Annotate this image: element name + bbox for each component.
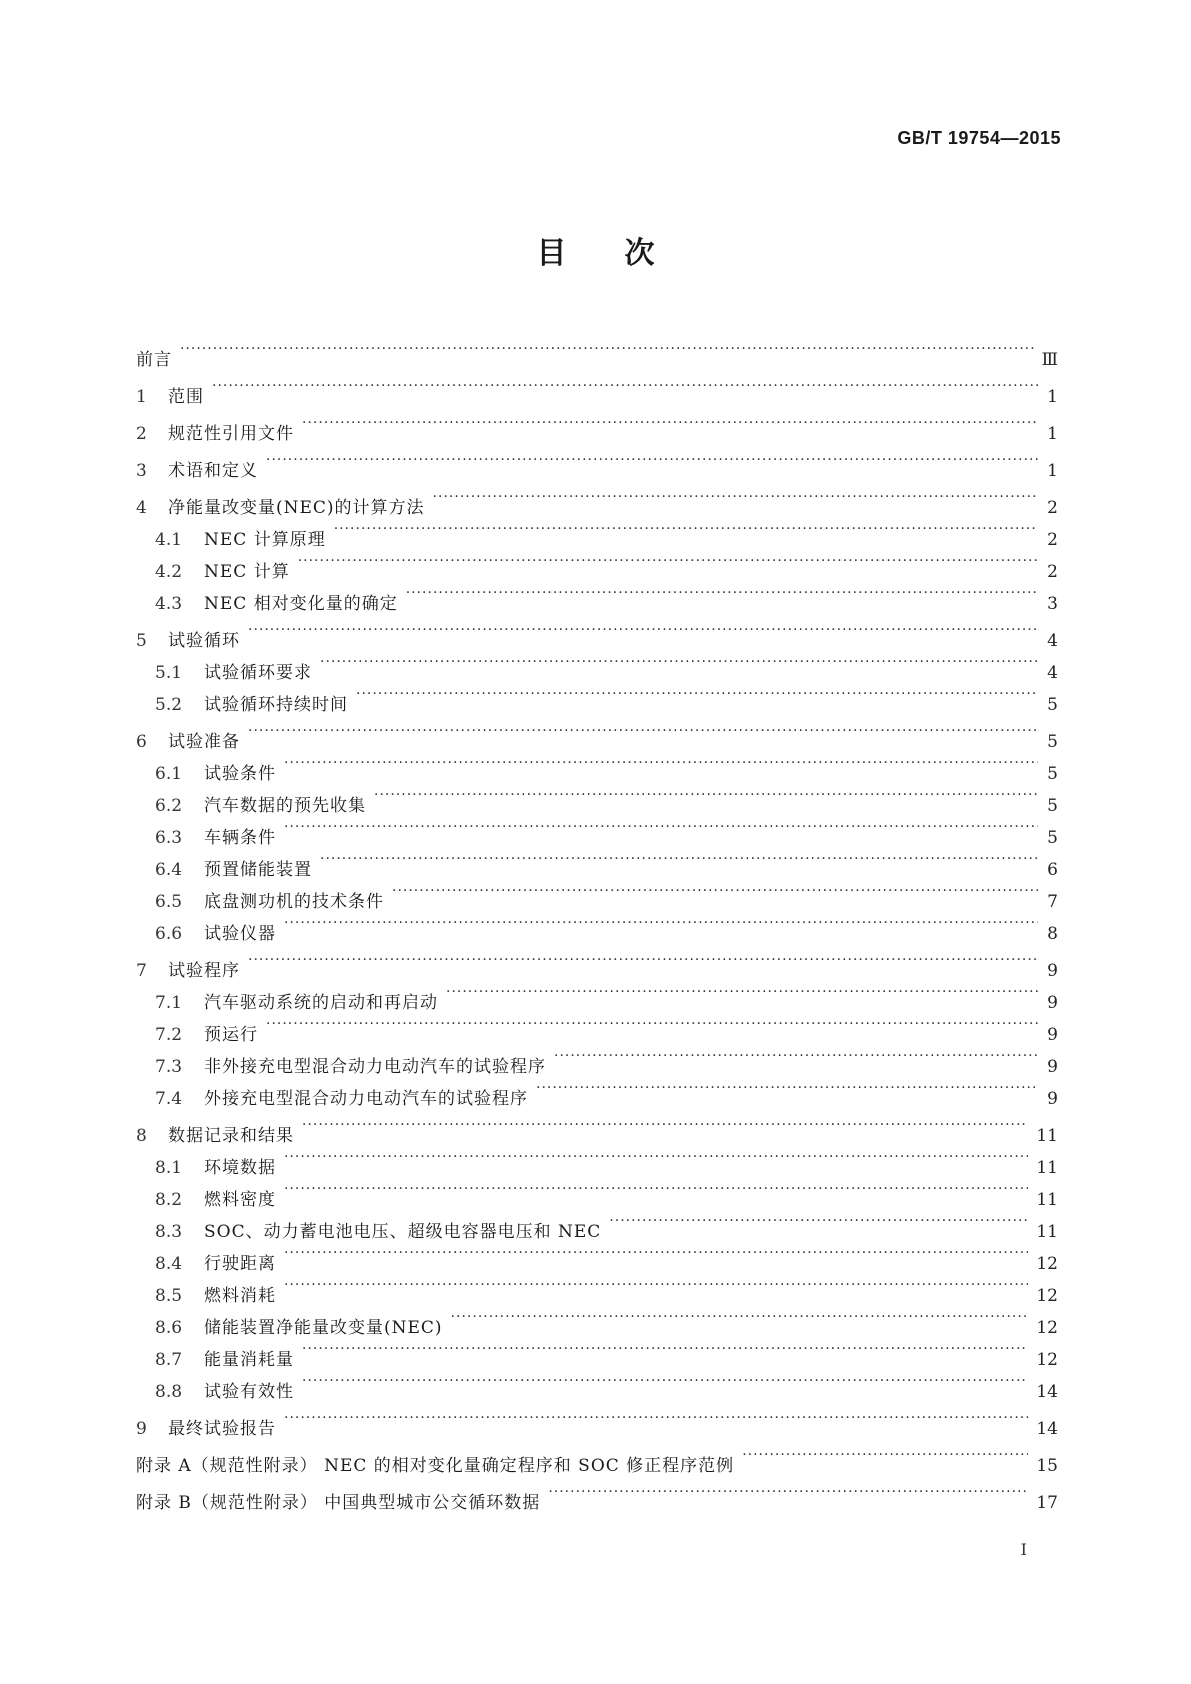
toc-entry-label: 试验循环要求 bbox=[204, 663, 312, 683]
toc-entry-number: 4.3 bbox=[155, 594, 183, 614]
toc-leader-dots bbox=[248, 944, 1038, 976]
toc-leader-dots bbox=[284, 747, 1038, 779]
toc-entry[interactable] bbox=[136, 545, 1058, 582]
toc-entry-page: 12 bbox=[1036, 1350, 1058, 1370]
toc-entry-page: 9 bbox=[1047, 1089, 1058, 1109]
toc-entry-number: 5.1 bbox=[155, 663, 183, 683]
toc-leader-dots bbox=[374, 779, 1038, 811]
toc-entry[interactable] bbox=[136, 481, 1058, 518]
toc-entry[interactable] bbox=[136, 944, 1058, 981]
toc-entry-label: NEC 计算原理 bbox=[204, 530, 326, 550]
toc-entry-number: 6.4 bbox=[155, 860, 183, 880]
toc-entry[interactable] bbox=[136, 646, 1058, 683]
toc-entry[interactable] bbox=[136, 1040, 1058, 1077]
toc-entry-number: 9 bbox=[136, 1419, 147, 1439]
toc-entry[interactable] bbox=[136, 1269, 1058, 1306]
toc-entry-label: 预置储能装置 bbox=[204, 860, 312, 880]
toc-entry[interactable] bbox=[136, 976, 1058, 1013]
table-of-contents bbox=[136, 333, 1058, 1513]
toc-entry-label: 试验准备 bbox=[168, 732, 240, 752]
toc-entry-label: 能量消耗量 bbox=[204, 1350, 294, 1370]
toc-entry-number: 4 bbox=[136, 498, 147, 518]
toc-entry-label: 规范性引用文件 bbox=[168, 424, 294, 444]
toc-leader-dots bbox=[284, 1269, 1028, 1301]
toc-entry-page: 11 bbox=[1036, 1222, 1058, 1242]
page-title: 目次 bbox=[536, 236, 713, 271]
toc-entry-number: 2 bbox=[136, 424, 147, 444]
toc-leader-dots bbox=[356, 678, 1038, 710]
toc-entry-page: 2 bbox=[1047, 498, 1058, 518]
toc-entry[interactable] bbox=[136, 614, 1058, 651]
toc-leader-dots bbox=[284, 1173, 1028, 1205]
standard-code: GB/T 19754—2015 bbox=[897, 128, 1061, 148]
toc-entry[interactable] bbox=[136, 811, 1058, 848]
toc-leader-dots bbox=[284, 1141, 1028, 1173]
toc-entry-label: 试验循环持续时间 bbox=[204, 695, 348, 715]
toc-entry[interactable] bbox=[136, 1365, 1058, 1402]
toc-leader-dots bbox=[266, 1008, 1038, 1040]
toc-leader-dots bbox=[266, 444, 1038, 476]
toc-entry-page: 7 bbox=[1047, 892, 1058, 912]
toc-entry[interactable] bbox=[136, 875, 1058, 912]
toc-entry[interactable] bbox=[136, 1109, 1058, 1146]
toc-entry-number: 6 bbox=[136, 732, 147, 752]
toc-entry-label: SOC、动力蓄电池电压、超级电容器电压和 NEC bbox=[204, 1222, 602, 1242]
toc-entry-number: 8.6 bbox=[155, 1318, 183, 1338]
toc-leader-dots bbox=[248, 614, 1038, 646]
toc-leader-dots bbox=[609, 1205, 1028, 1237]
toc-entry-number: 7.3 bbox=[155, 1057, 183, 1077]
toc-entry-label: NEC 计算 bbox=[204, 562, 290, 582]
toc-leader-dots bbox=[451, 1301, 1029, 1333]
toc-entry[interactable] bbox=[136, 1205, 1058, 1242]
toc-entry-number: 8.1 bbox=[155, 1158, 183, 1178]
toc-entry-page: 8 bbox=[1047, 924, 1058, 944]
toc-entry[interactable] bbox=[136, 747, 1058, 784]
toc-entry[interactable] bbox=[136, 1476, 1058, 1513]
toc-entry-label: 预运行 bbox=[204, 1025, 258, 1045]
toc-entry-number: 8.3 bbox=[155, 1222, 183, 1242]
toc-entry-label: 试验仪器 bbox=[204, 924, 276, 944]
toc-leader-dots bbox=[248, 715, 1038, 747]
toc-entry-page: 12 bbox=[1036, 1318, 1058, 1338]
toc-entry-label: 净能量改变量(NEC)的计算方法 bbox=[168, 498, 425, 518]
toc-entry-label: 汽车数据的预先收集 bbox=[204, 796, 366, 816]
toc-entry-page: 14 bbox=[1036, 1382, 1058, 1402]
toc-entry-page: 1 bbox=[1047, 461, 1058, 481]
toc-leader-dots bbox=[548, 1476, 1028, 1508]
toc-entry[interactable] bbox=[136, 1141, 1058, 1178]
toc-entry[interactable] bbox=[136, 1008, 1058, 1045]
toc-entry[interactable] bbox=[136, 1072, 1058, 1109]
toc-entry-page: 3 bbox=[1047, 594, 1058, 614]
toc-entry-page: 5 bbox=[1047, 828, 1058, 848]
toc-entry-page: 6 bbox=[1047, 860, 1058, 880]
toc-entry-label: 最终试验报告 bbox=[168, 1419, 276, 1439]
toc-leader-dots bbox=[302, 407, 1038, 439]
toc-leader-dots bbox=[433, 481, 1038, 513]
toc-entry[interactable] bbox=[136, 444, 1058, 481]
toc-entry[interactable] bbox=[136, 1439, 1058, 1476]
toc-leader-dots bbox=[320, 646, 1038, 678]
toc-leader-dots bbox=[298, 545, 1038, 577]
toc-entry-page: 9 bbox=[1047, 961, 1058, 981]
toc-entry[interactable] bbox=[136, 407, 1058, 444]
toc-entry-page: 5 bbox=[1047, 732, 1058, 752]
toc-entry-label: 行驶距离 bbox=[204, 1254, 276, 1274]
page-number: I bbox=[1020, 1540, 1027, 1559]
toc-entry-label: 范围 bbox=[168, 387, 204, 407]
toc-leader-dots bbox=[320, 843, 1038, 875]
toc-entry[interactable] bbox=[136, 1402, 1058, 1439]
toc-entry-number: 8.8 bbox=[155, 1382, 183, 1402]
toc-entry-page: 11 bbox=[1036, 1158, 1058, 1178]
toc-entry[interactable] bbox=[136, 678, 1058, 715]
toc-entry-number: 7.1 bbox=[155, 993, 183, 1013]
toc-entry-page: 9 bbox=[1047, 1057, 1058, 1077]
toc-entry-number: 8 bbox=[136, 1126, 147, 1146]
toc-entry-label: 附录 A（规范性附录） NEC 的相对变化量确定程序和 SOC 修正程序范例 bbox=[136, 1456, 735, 1476]
toc-leader-dots bbox=[334, 513, 1038, 545]
toc-entry[interactable] bbox=[136, 513, 1058, 550]
toc-entry-number: 6.2 bbox=[155, 796, 183, 816]
toc-entry[interactable] bbox=[136, 843, 1058, 880]
toc-entry-number: 8.2 bbox=[155, 1190, 183, 1210]
toc-entry-page: 1 bbox=[1047, 424, 1058, 444]
toc-entry-page: Ⅲ bbox=[1041, 350, 1058, 370]
toc-entry-label: 试验条件 bbox=[204, 764, 276, 784]
toc-leader-dots bbox=[284, 907, 1038, 939]
toc-entry-number: 4.1 bbox=[155, 530, 183, 550]
toc-entry-number: 7.4 bbox=[155, 1089, 183, 1109]
toc-entry[interactable] bbox=[136, 715, 1058, 752]
toc-entry-page: 2 bbox=[1047, 562, 1058, 582]
toc-entry[interactable] bbox=[136, 370, 1058, 407]
toc-entry-number: 5 bbox=[136, 631, 147, 651]
toc-entry-label: 底盘测功机的技术条件 bbox=[204, 892, 384, 912]
toc-entry[interactable] bbox=[136, 577, 1058, 614]
toc-leader-dots bbox=[554, 1040, 1038, 1072]
toc-leader-dots bbox=[284, 1237, 1028, 1269]
toc-entry[interactable] bbox=[136, 779, 1058, 816]
toc-entry-number: 7 bbox=[136, 961, 147, 981]
toc-leader-dots bbox=[302, 1365, 1028, 1397]
toc-leader-dots bbox=[302, 1333, 1028, 1365]
toc-entry-number: 3 bbox=[136, 461, 147, 481]
toc-entry[interactable] bbox=[136, 907, 1058, 944]
toc-entry-number: 1 bbox=[136, 387, 147, 407]
toc-entry-number: 8.7 bbox=[155, 1350, 183, 1370]
toc-entry-page: 5 bbox=[1047, 796, 1058, 816]
toc-entry-label: 汽车驱动系统的启动和再启动 bbox=[204, 993, 438, 1013]
toc-entry-label: 储能装置净能量改变量(NEC) bbox=[204, 1318, 443, 1338]
toc-entry-label: 试验有效性 bbox=[204, 1382, 294, 1402]
toc-entry[interactable] bbox=[136, 1333, 1058, 1370]
toc-entry-number: 6.6 bbox=[155, 924, 183, 944]
toc-entry-label: 燃料消耗 bbox=[204, 1286, 276, 1306]
toc-entry-label: NEC 相对变化量的确定 bbox=[204, 594, 398, 614]
toc-entry-page: 12 bbox=[1036, 1254, 1058, 1274]
toc-leader-dots bbox=[406, 577, 1038, 609]
toc-entry-label: 外接充电型混合动力电动汽车的试验程序 bbox=[204, 1089, 528, 1109]
toc-entry-page: 15 bbox=[1036, 1456, 1058, 1476]
toc-leader-dots bbox=[284, 1402, 1028, 1434]
toc-leader-dots bbox=[446, 976, 1038, 1008]
toc-entry[interactable] bbox=[136, 1173, 1058, 1210]
toc-entry-page: 5 bbox=[1047, 695, 1058, 715]
toc-entry-number: 8.4 bbox=[155, 1254, 183, 1274]
toc-entry-page: 12 bbox=[1036, 1286, 1058, 1306]
toc-leader-dots bbox=[180, 333, 1034, 365]
toc-entry-label: 数据记录和结果 bbox=[168, 1126, 294, 1146]
toc-leader-dots bbox=[392, 875, 1038, 907]
toc-entry-page: 9 bbox=[1047, 993, 1058, 1013]
toc-entry-label: 试验循环 bbox=[168, 631, 240, 651]
toc-entry-label: 前言 bbox=[136, 350, 172, 370]
toc-entry-page: 1 bbox=[1047, 387, 1058, 407]
toc-leader-dots bbox=[284, 811, 1038, 843]
toc-entry-page: 4 bbox=[1047, 631, 1058, 651]
toc-leader-dots bbox=[742, 1439, 1028, 1471]
toc-entry-number: 8.5 bbox=[155, 1286, 183, 1306]
toc-entry-page: 2 bbox=[1047, 530, 1058, 550]
toc-entry-label: 车辆条件 bbox=[204, 828, 276, 848]
toc-entry-page: 14 bbox=[1036, 1419, 1058, 1439]
toc-entry[interactable] bbox=[136, 333, 1058, 370]
toc-entry-page: 11 bbox=[1036, 1126, 1058, 1146]
toc-entry-label: 术语和定义 bbox=[168, 461, 258, 481]
toc-entry[interactable] bbox=[136, 1301, 1058, 1338]
toc-entry[interactable] bbox=[136, 1237, 1058, 1274]
toc-leader-dots bbox=[302, 1109, 1028, 1141]
toc-entry-label: 非外接充电型混合动力电动汽车的试验程序 bbox=[204, 1057, 546, 1077]
toc-entry-page: 17 bbox=[1036, 1493, 1058, 1513]
toc-entry-label: 附录 B（规范性附录） 中国典型城市公交循环数据 bbox=[136, 1493, 541, 1513]
toc-entry-number: 5.2 bbox=[155, 695, 183, 715]
toc-entry-number: 6.3 bbox=[155, 828, 183, 848]
toc-leader-dots bbox=[212, 370, 1038, 402]
toc-entry-label: 试验程序 bbox=[168, 961, 240, 981]
toc-entry-page: 4 bbox=[1047, 663, 1058, 683]
toc-entry-label: 燃料密度 bbox=[204, 1190, 276, 1210]
toc-entry-label: 环境数据 bbox=[204, 1158, 276, 1178]
toc-entry-number: 4.2 bbox=[155, 562, 183, 582]
toc-entry-number: 6.5 bbox=[155, 892, 183, 912]
toc-entry-page: 11 bbox=[1036, 1190, 1058, 1210]
toc-leader-dots bbox=[536, 1072, 1038, 1104]
toc-entry-number: 6.1 bbox=[155, 764, 183, 784]
toc-entry-page: 9 bbox=[1047, 1025, 1058, 1045]
toc-entry-number: 7.2 bbox=[155, 1025, 183, 1045]
toc-entry-page: 5 bbox=[1047, 764, 1058, 784]
